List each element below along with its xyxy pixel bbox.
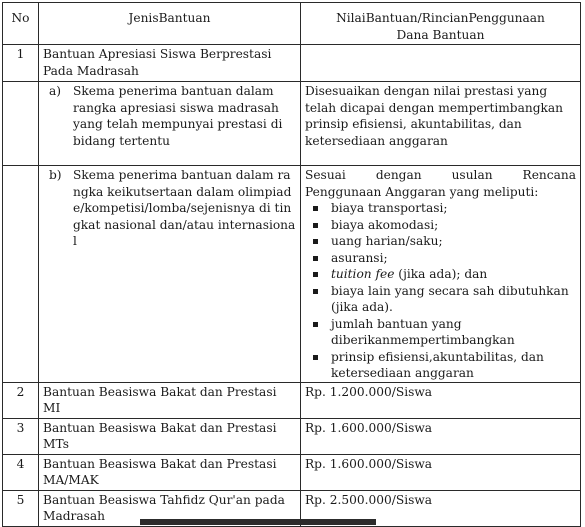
row-jenis: Bantuan Beasiswa Bakat dan Prestasi MTs — [39, 418, 301, 454]
row-number: 3 — [3, 418, 39, 454]
list-item — [311, 266, 576, 283]
list-item: biaya akomodasi; — [311, 217, 576, 234]
bottom-bar — [140, 519, 376, 525]
row-number: 4 — [3, 454, 39, 490]
tuition-fee-suffix: (jika ada); dan — [394, 267, 488, 281]
row-nilai: Disesuaikan dengan nilai prestasi yang telah dicapai dengan mempertimbangkan prinsip efisiensi, akuntabilitas, dan ketersediaan anggaran — [301, 82, 581, 166]
row-number — [3, 166, 39, 383]
row-number: 5 — [3, 490, 39, 526]
row-jenis: Bantuan Beasiswa Bakat dan Prestasi MA/MAK — [39, 454, 301, 490]
row-number: 1 — [3, 45, 39, 82]
row-jenis — [39, 166, 301, 383]
row-jenis: Bantuan Beasiswa Tahfidz Qur'an pada Madrasah — [39, 490, 301, 526]
row-number — [3, 82, 39, 166]
table-row — [3, 382, 581, 418]
list-item: asuransi; — [311, 250, 576, 267]
tuition-fee-text: tuition fee — [331, 267, 395, 281]
intro-line2: Penggunaan Anggaran yang meliputi: — [305, 184, 539, 199]
sub-label: a) — [49, 84, 62, 98]
intro-line1: Sesuai dengan usulan Rencana — [305, 168, 576, 182]
list-item: biaya transportasi; — [311, 200, 576, 217]
header-nilai-bantuan — [301, 3, 581, 45]
row-jenis: Bantuan Beasiswa Bakat dan Prestasi MI — [39, 382, 301, 418]
list-item: prinsip efisiensi,akuntabilitas, dan ketersediaan anggaran — [311, 349, 576, 382]
list-item: jumlah bantuan yang diberikanmempertimbangkan — [311, 316, 576, 349]
row-nilai: Rp. 2.500.000/Siswa — [301, 490, 581, 526]
row-nilai — [301, 166, 581, 383]
table-row — [3, 418, 581, 454]
table-row — [3, 166, 581, 383]
table-header-row — [3, 3, 581, 45]
sub-text: Skema penerima bantuan dalam rangka keikutsertaan dalam olimpiade/kompetisi/lomba/sejenisnya di tingkat nasional dan/atau internasional — [73, 168, 296, 248]
row-nilai: Rp. 1.600.000/Siswa — [301, 418, 581, 454]
bantuan-table — [2, 2, 581, 527]
table-row — [3, 454, 581, 490]
row-nilai: Rp. 1.600.000/Siswa — [301, 454, 581, 490]
sub-label: b) — [49, 168, 62, 182]
row-number: 2 — [3, 382, 39, 418]
expense-list — [305, 200, 576, 382]
list-item: biaya lain yang secara sah dibutuhkan (jika ada). — [311, 283, 576, 316]
table-row — [3, 82, 581, 166]
header-no: No — [3, 3, 39, 45]
row-jenis — [39, 82, 301, 166]
row-nilai: Rp. 1.200.000/Siswa — [301, 382, 581, 418]
table-row — [3, 45, 581, 82]
sub-text: Skema penerima bantuan dalam rangka apresiasi siswa madrasah yang telah mempunyai prestasi di bidang tertentu — [73, 84, 283, 148]
row-jenis: Bantuan Apresiasi Siswa Berprestasi Pada Madrasah — [39, 45, 301, 82]
header-nilai-line1: NilaiBantuan/RincianPenggunaan — [336, 11, 545, 25]
header-jenis-bantuan: JenisBantuan — [39, 3, 301, 45]
header-nilai-line2: Dana Bantuan — [396, 27, 485, 42]
list-item: uang harian/saku; — [311, 233, 576, 250]
row-nilai — [301, 45, 581, 82]
